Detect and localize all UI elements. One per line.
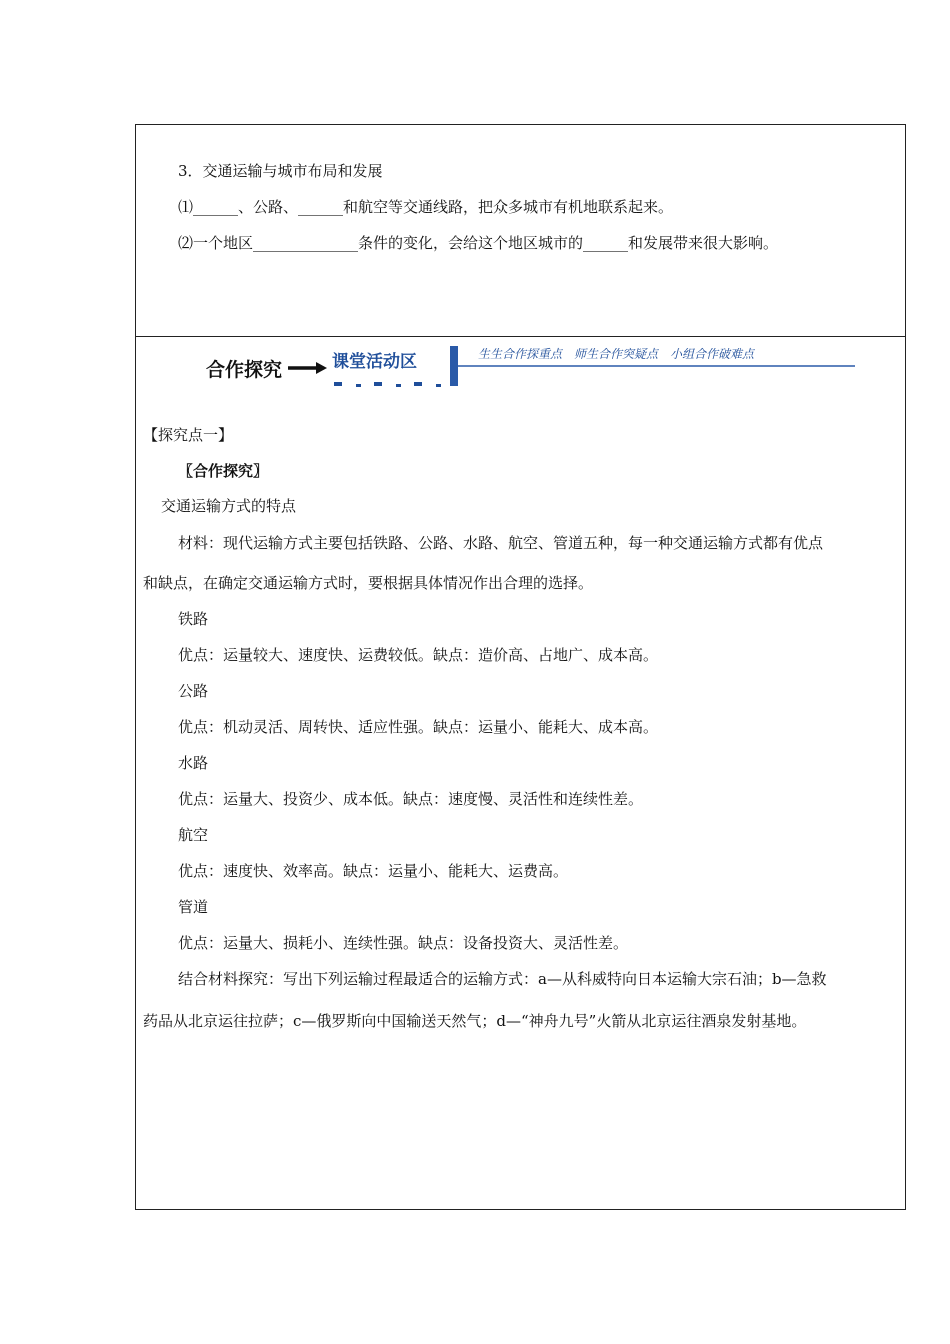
mode-name: 航空 xyxy=(178,826,209,844)
mode-desc: 优点：机动灵活、周转快、适应性强。缺点：运量小、能耗大、成本高。 xyxy=(178,718,659,736)
activity-banner xyxy=(200,338,860,392)
point-label: 【探究点一】 xyxy=(143,426,234,444)
task-line-2: 药品从北京运往拉萨；c—俄罗斯向中国输送天然气；d—“神舟九号”火箭从北京运往酒泉发射基地。 xyxy=(143,1012,807,1030)
section3-item-1: ⑴______、公路、______和航空等交通线路，把众多城市有机地联系起来。 xyxy=(178,198,674,216)
material-line-2: 和缺点，在确定交通运输方式时，要根据具体情况作出合理的选择。 xyxy=(143,574,594,592)
mode-name: 水路 xyxy=(178,754,209,772)
section3-item-2: ⑵一个地区______________条件的变化，会给这个地区城市的______和发展带来很大影响。 xyxy=(178,234,779,252)
banner-left-text: 合作探究 xyxy=(206,359,283,381)
section-box-top xyxy=(135,124,906,337)
mode-name: 管道 xyxy=(178,898,209,916)
mode-desc: 优点：运量大、损耗小、连续性强。缺点：设备投资大、灵活性差。 xyxy=(178,934,629,952)
banner-bar xyxy=(450,346,458,386)
mode-desc: 优点：速度快、效率高。缺点：运量小、能耗大、运费高。 xyxy=(178,862,569,880)
banner-slogan: 生生合作探重点 师生合作突疑点 小组合作破难点 xyxy=(478,347,755,361)
banner-main-text: 课堂活动区 xyxy=(332,352,417,372)
mode-name: 公路 xyxy=(178,682,209,700)
banner-dash-decoration xyxy=(334,382,441,387)
coop-label: 〖合作探究〗 xyxy=(178,462,269,480)
mode-desc: 优点：运量较大、速度快、运费较低。缺点：造价高、占地广、成本高。 xyxy=(178,646,659,664)
section3-heading: 3．交通运输与城市布局和发展 xyxy=(178,162,383,180)
arrow-right-icon xyxy=(288,362,327,374)
material-line-1: 材料：现代运输方式主要包括铁路、公路、水路、航空、管道五种，每一种交通运输方式都有优点 xyxy=(178,534,824,552)
topic-title: 交通运输方式的特点 xyxy=(161,497,297,515)
task-line-1: 结合材料探究：写出下列运输过程最适合的运输方式：a—从科威特向日本运输大宗石油；b—急救 xyxy=(178,970,827,988)
mode-desc: 优点：运量大、投资少、成本低。缺点：速度慢、灵活性和连续性差。 xyxy=(178,790,644,808)
mode-name: 铁路 xyxy=(178,610,209,628)
